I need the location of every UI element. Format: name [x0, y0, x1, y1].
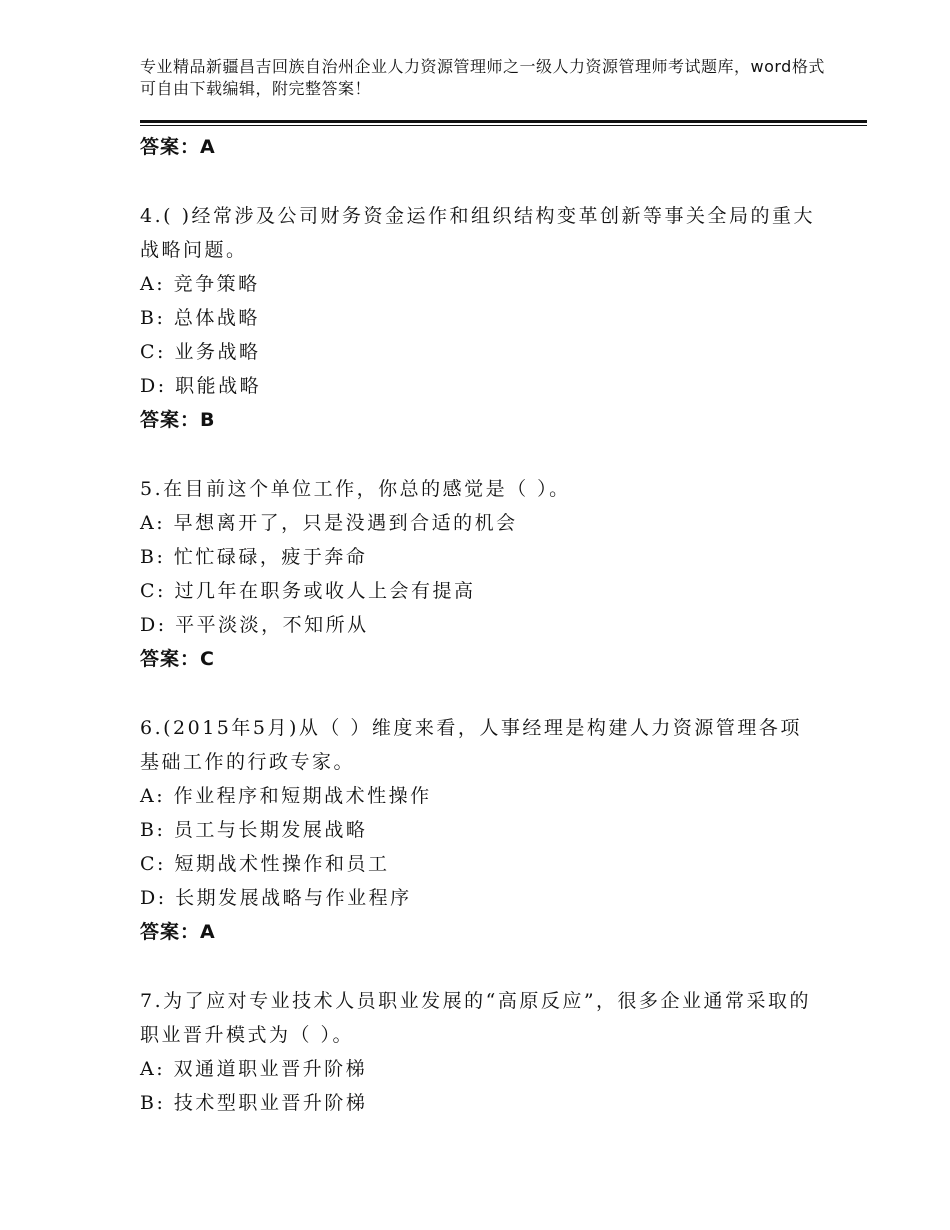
- header-divider-thick: [140, 120, 867, 123]
- question-stem: 6.(2015年5月)从（ ）维度来看，人事经理是构建人力资源管理各项基础工作的行政专家。: [140, 717, 802, 773]
- option-a: A: 双通道职业晋升阶梯: [140, 1058, 368, 1080]
- option-c: C: 业务战略: [140, 341, 261, 363]
- option-c: C: 过几年在职务或收人上会有提高: [140, 580, 476, 602]
- answer-line: 答案：A: [140, 136, 216, 158]
- answer-line: 答案：A: [140, 921, 216, 943]
- option-a: A: 竞争策略: [140, 273, 260, 295]
- document-header: 专业精品新疆昌吉回族自治州企业人力资源管理师之一级人力资源管理师考试题库，word格式可自由下载编辑，附完整答案！: [140, 57, 825, 98]
- option-b: B: 忙忙碌碌，疲于奔命: [140, 546, 368, 568]
- question-block: [140, 711, 820, 949]
- question-block: [140, 984, 820, 1120]
- option-b: B: 总体战略: [140, 307, 260, 329]
- header-divider-thin: [140, 125, 867, 126]
- option-b: B: 员工与长期发展战略: [140, 819, 368, 841]
- option-a: A: 早想离开了，只是没遇到合适的机会: [140, 512, 518, 534]
- answer-line: 答案：B: [140, 409, 216, 431]
- question-block: [140, 472, 820, 676]
- option-b: B: 技术型职业晋升阶梯: [140, 1092, 368, 1114]
- option-a: A: 作业程序和短期战术性操作: [140, 785, 432, 807]
- option-d: D: 职能战略: [140, 375, 262, 397]
- question-block: [140, 199, 820, 437]
- answer-line: 答案：C: [140, 648, 215, 670]
- question-stem: 5.在目前这个单位工作，你总的感觉是（ ）。: [140, 478, 571, 500]
- question-list: [140, 130, 820, 1120]
- option-c: C: 短期战术性操作和员工: [140, 853, 390, 875]
- question-stem: 4.( )经常涉及公司财务资金运作和组织结构变革创新等事关全局的重大战略问题。: [140, 205, 815, 261]
- option-d: D: 平平淡淡，不知所从: [140, 614, 369, 636]
- option-d: D: 长期发展战略与作业程序: [140, 887, 412, 909]
- question-stem: 7.为了应对专业技术人员职业发展的“高原反应”，很多企业通常采取的职业晋升模式为（ ）。: [140, 990, 812, 1046]
